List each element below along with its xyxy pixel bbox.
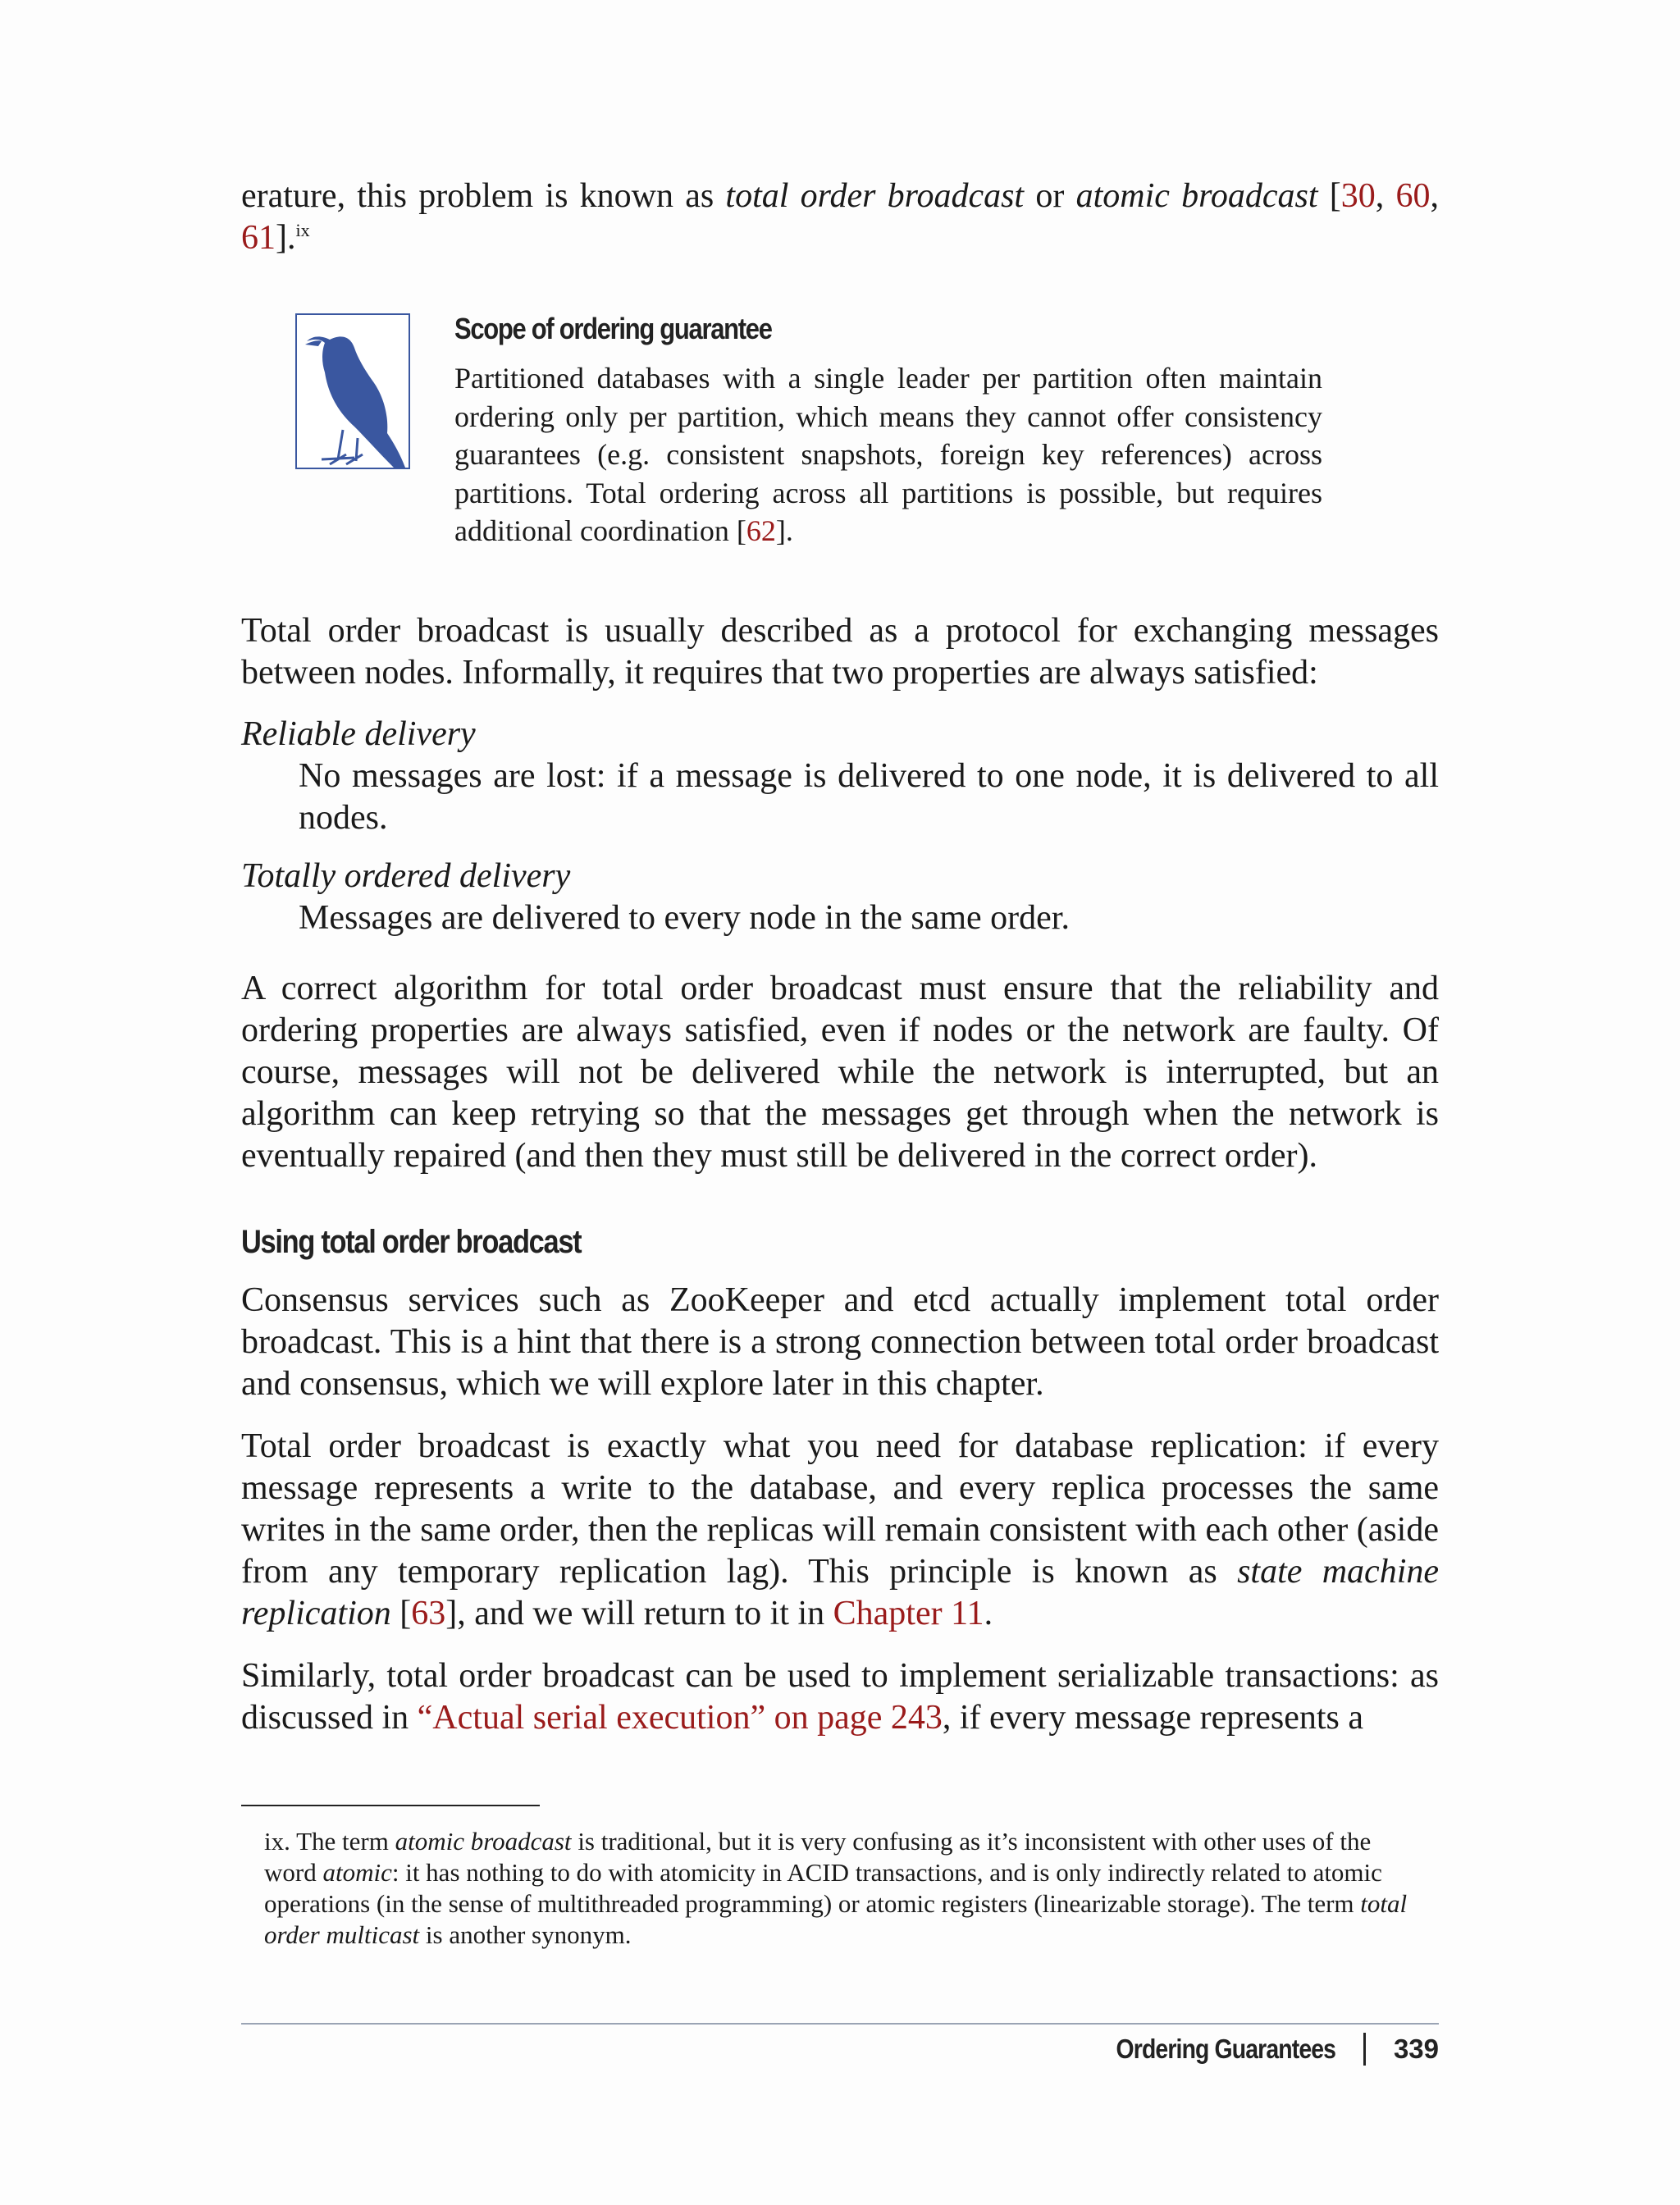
section-heading: Using total order broadcast [241,1224,582,1260]
property-term: Reliable delivery [241,715,476,753]
footer-section-title: Ordering Guarantees [1116,2034,1335,2064]
tip-text: Partitioned databases with a single leader per partition often maintain ordering only per partition, which means they cannot offer consistency guarantees (e.g. consistent snapshots, foreign key references) across partitions. Total ordering across all partitions is possible, but requires additional coordination [62]. [454,362,1322,547]
tip-title: Scope of ordering guarantee [454,312,772,345]
term-total-order-broadcast: total order broadcast [725,177,1025,215]
citation-link[interactable]: 61 [241,219,276,257]
citation-link[interactable]: 60 [1395,177,1431,215]
paragraph: Total order broadcast is usually described as a protocol for exchanging messages between nodes. Informally, it requires that two properties are always satisfied: [241,612,1439,692]
citation-link[interactable]: 63 [411,1595,446,1632]
footnote: ix. The term atomic broadcast is traditional, but it is very confusing as it’s inconsistent with other uses of the word atomic: it has nothing to do with atomicity in ACID transactions, and is only indirectly related to atomic operations (in the sense of multithreaded programming) or atomic registers (linearizable storage). The term total order multicast is another synonym. [264,1827,1408,1949]
bird-icon [295,313,410,469]
citation-link[interactable]: 30 [1340,177,1376,215]
property-list [241,714,1439,939]
footnote-marker[interactable]: ix [295,220,310,240]
paragraph: Similarly, total order broadcast can be used to implement serializable transactions: as discussed in “Actual serial execution” on page 243, if every message represents a [241,1657,1439,1737]
citation-link[interactable]: 62 [746,514,776,547]
footer-divider [241,2023,1439,2025]
chapter-link[interactable]: Chapter 11 [833,1595,984,1632]
term-atomic-broadcast: atomic broadcast [1075,177,1318,215]
intro-paragraph: erature, this problem is known as total order broadcast or atomic broadcast [30, 60, 61].$^{ix}$ [241,177,1439,257]
paragraph: Consensus services such as ZooKeeper and etcd actually implement total order broadcast. This is a hint that there is a strong connection between total order broadcast and consensus, which we will explore later in this chapter. [241,1281,1439,1403]
footer-separator [1363,2033,1366,2066]
paragraph: A correct algorithm for total order broadcast must ensure that the reliability and ordering properties are always satisfied, even if nodes or the network are faulty. Of course, messages will not be delivered while the network is interrupted, but an algorithm can keep retrying so that the messages get through when the network is eventually repaired (and then they must still be delivered in the correct order). [241,970,1439,1175]
property-desc: Messages are delivered to every node in the same order. [299,899,1070,937]
page-footer [1080,2033,1439,2066]
cross-reference-link[interactable]: “Actual serial execution” on page 243 [417,1699,943,1737]
property-desc: No messages are lost: if a message is delivered to one node, it is delivered to all nodes. [299,757,1439,837]
paragraph: Total order broadcast is exactly what you need for database replication: if every message represents a write to the database, and every replica processes the same writes in the same order, then the replicas will remain consistent with each other (aside from any temporary replication lag). This principle is known as state machine replication [63], and we will return to it in Chapter 11. [241,1427,1439,1632]
tip-box [241,310,1322,573]
property-term: Totally ordered delivery [241,857,571,895]
footnote-divider [241,1805,540,1806]
page-number: 339 [1393,2034,1439,2064]
